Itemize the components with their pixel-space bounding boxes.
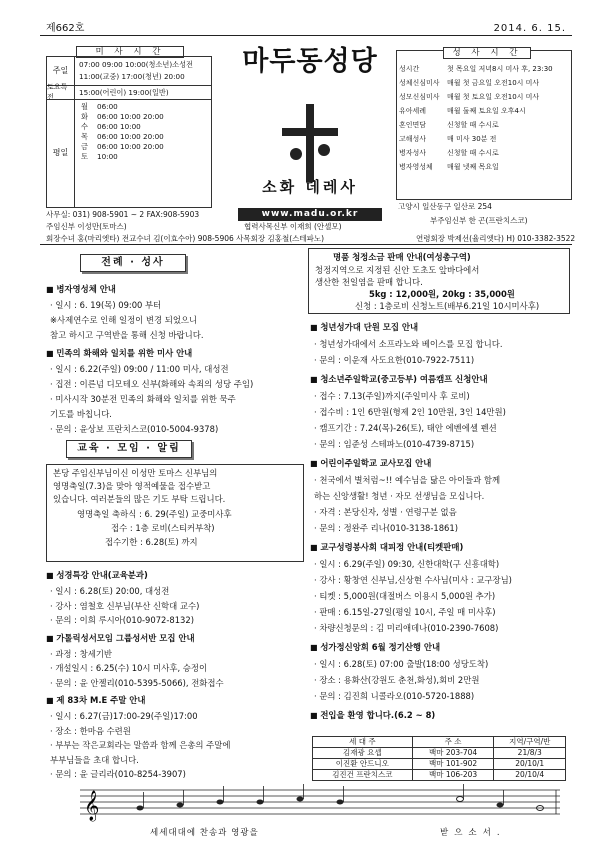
cooperating-priest: 협력사목신부 이재희 (안셀모) [244,222,342,231]
salt-sale-notice [308,248,570,314]
lyric-left: 세세대대에 찬송과 영광을 [150,828,259,838]
notice-line: 참고 하시고 구역반을 통해 신청 바랍니다. [50,330,204,340]
notice-line: · 문의 : 임준성 스테파노(010-4739-8715) [314,439,475,449]
jubilee-text: 있습니다. 여러분들의 많은 기도 부탁 드립니다. [53,494,226,504]
notice-heading: ■ 청소년주일학교(중고등부) 여름캠프 신청안내 [310,374,488,385]
notice-line: · 티켓 : 5,000원(대절버스 이용시 5,000원 추가) [314,591,496,601]
notice-line: · 일시 : 6.29(주일) 09:30, 신한대학(구 신흥대학) [314,559,500,569]
music-staff-icon [80,782,560,826]
notice-line: 기도를 바칩니다. [50,409,112,419]
sacrament-name: 혼인면담 [399,121,427,129]
mass-times-box [46,56,212,208]
notice-line: ※사제연수로 인해 일정이 변경 되었으니 [50,315,198,325]
notice-line: · 일시 : 6. 19(목) 09:00 부터 [50,300,162,310]
notice-line: · 강사 : 염철호 신부님(부산 신학대 교수) [50,600,200,611]
jubilee-reception: 접수 : 1층 로비(스티커부착) [111,523,215,533]
sacrament-time: 매 미사 30분 전 [447,135,497,143]
sacrament-name: 유아세례 [399,107,427,115]
sacrament-name: 성체신심미사 [399,79,440,87]
notice-line: · 판매 : 6.15일-27일(평일 10시, 주일 매 미사후) [314,607,496,617]
notice-heading: ■ 병자영성체 안내 [46,284,116,295]
sat-eve-row [47,85,211,99]
associate-pastor: 부주임신부 한 곤(프란치스코) [430,216,528,225]
weekday-fri-times: 06:00 10:00 20:00 [97,142,164,151]
jubilee-celebration: 영명축일 축하식 : 6. 29(주일) 교중미사후 [77,509,232,519]
header-bar [40,22,572,36]
table-row [313,759,566,770]
notice-line: · 캠프기간 : 7.24(목)-26(토), 태안 에벤에셀 펜션 [314,423,497,433]
notice-line: · 집전 : 이른넘 디모테오 신부(화해와 속죄의 성당 주임) [50,379,254,389]
cell: 이진환 안드니오 [313,759,413,770]
notice-line: · 천국에서 별처럼~!! 예수님을 닮은 아이들과 함께 [314,475,501,485]
col-address: 주 소 [412,737,494,748]
salt-text: 청정지역으로 지정된 신안 도초도 앞바다에서 [315,265,480,275]
table-row [313,770,566,781]
sacrament-name: 성모신심미사 [399,93,440,101]
weekday-fri: 금 [81,142,88,151]
notice-heading: ■ 청년성가대 단원 모집 안내 [310,322,418,333]
issue-number: 제662호 [46,23,85,34]
jubilee-text: 영명축일(7.3)을 맞아 영적예물을 접수받고 [53,481,211,491]
jubilee-notice [46,464,304,562]
weekday-sat: 토 [81,152,88,161]
sacrament-row [397,149,573,162]
svg-text:𝄞: 𝄞 [84,791,100,821]
cell: 백마 203-704 [412,748,494,759]
notice-line: 하는 신앙생활! 청년 · 자모 선생님을 모십니다. [314,491,485,501]
notice-line: · 문의 : 윤상보 프란치스코(010-5004-9378) [50,424,219,434]
col-household: 세 대 주 [313,737,413,748]
notice-heading: ■ 성가정신앙회 6월 정기산행 안내 [310,642,440,653]
sacrament-time: 매월 첫 금요일 오전10시 미사 [447,79,540,87]
sacrament-name: 고해성사 [399,135,427,143]
notice-line: · 부부는 작은교회라는 말씀과 함께 은총의 주말에 [50,740,231,750]
notice-heading: ■ 제 83차 M.E 주말 안내 [46,695,145,706]
sacrament-row [397,65,573,78]
col-district: 지역/구역/반 [494,737,566,748]
sacrament-name: 병자성사 [399,149,427,157]
sacrament-row [397,93,573,106]
weekday-mon-times: 06:00 [97,102,118,111]
website-url[interactable]: www.madu.or.kr [238,208,382,221]
notice-heading: ■ 전입을 환영 합니다.(6.2 ~ 8) [310,710,435,721]
weekday-label: 평일 [47,100,75,207]
sacrament-time: 신청할 때 수시로 [447,121,499,129]
notice-line: · 장소 : 한마음 수련원 [50,725,131,736]
notice-heading: ■ 성경특강 안내(교육분과) [46,570,148,581]
cell: 20/10/4 [494,770,566,781]
sacrament-time: 신청할 때 수시로 [447,149,499,157]
cell: 백마 101-902 [412,759,494,770]
weekday-thu-times: 06:00 10:00 20:00 [97,132,164,141]
weekday-row [47,99,211,207]
weekday-mon: 월 [81,102,88,111]
parish-logo [230,44,390,224]
notice-line: · 문의 : 윤 안젤리(010-5395-5066), 전화접수 [50,677,224,688]
weekday-wed: 수 [81,122,88,131]
council-contacts: 회장수녀 홍(마리엣타) 전교수녀 김(이효수아) 908-5906 사목회장 김홍철(스테파노) [46,234,325,243]
sacrament-time: 첫 목요일 저녁8시 미사 후, 23:30 [447,65,553,73]
sacrament-row [397,163,573,176]
notice-heading: ■ 교구성령봉사회 대피정 안내(티켓판매) [310,542,463,553]
sacrament-name: 병자영성체 [399,163,433,171]
weekday-sat-times: 10:00 [97,152,118,161]
notice-heading: ■ 가톨릭성서모임 그룹성서반 모집 안내 [46,633,195,644]
notice-line: · 미사시작 30분전 민족의 화해와 일치를 위한 묵주 [50,394,236,404]
table-row [313,748,566,759]
pastor: 주임신부 이성만(토마스) [46,222,127,231]
salt-apply: 신청 : 1층로비 신청노트(배부6.21일 10시미사후) [355,301,540,311]
parish-title: 마두동성당 [242,46,378,77]
parish-address: 고양시 일산동구 일산로 254 [398,202,492,211]
notice-line: · 문의 : 윤 글리라(010-8254-3907) [50,769,186,779]
jubilee-deadline: 접수기한 : 6.28(토) 까지 [105,537,198,547]
cell: 21/8/3 [494,748,566,759]
cross-icon [280,104,340,184]
sunday-times-2: 11:00(교중) 17:00(청년) 20:00 [79,72,185,81]
patron-saint: 소화 데레사 [262,178,358,196]
notice-line: · 문의 : 정완주 리나(010-3138-1861) [314,523,458,533]
notice-line: · 접수 : 7.13(주일)까지(주일미사 후 로비) [314,391,470,401]
hymn-staff [80,782,560,842]
sunday-row [47,57,211,85]
notice-line: · 문의 : 이운재 사도요한(010-7922-7511) [314,355,475,365]
sacraments-box [396,50,572,200]
salt-title: 명품 청정소금 판매 안내(여성총구역) [333,252,471,262]
sat-eve-times: 15:00(어린이) 19:00(일반) [79,88,169,97]
sacrament-row [397,79,573,92]
notice-heading: ■ 민족의 화해와 일치를 위한 미사 안내 [46,348,192,359]
notice-line: · 개설일시 : 6.25(수) 10시 미사후, 승정이 [50,663,208,673]
office-contact: 사무실: 031) 908-5901 ~ 2 FAX:908-5903 [46,210,200,219]
notice-line: · 문의 : 김진희 니콜라오(010-5720-1888) [314,691,475,701]
issue-date: 2014. 6. 15. [493,23,566,34]
weekday-thu: 목 [81,132,88,141]
notice-line: 부부님들을 초대 합니다. [50,754,139,765]
funeral-contact: 연령회장 박제선(율리엣다) H) 010-3382-3522 [416,234,576,243]
sacrament-name: 성시간 [399,65,420,73]
bulletin-page [40,22,576,838]
cell: 김진건 프란치스코 [313,770,413,781]
notice-line: · 접수비 : 1인 6만원(형제 2인 10만원, 3인 14만원) [314,407,506,417]
notice-line: · 일시 : 6.28(토) 07:00 출발(18:00 성당도착) [314,659,489,669]
notice-line: · 문의 : 이희 루시아(010-9072-8132) [50,615,194,625]
sat-eve-label: 토요특전 [47,86,75,99]
sacrament-time: 매월 둘째 토요일 오후4시 [447,107,526,115]
header-divider [40,244,572,245]
sacrament-time: 매월 첫 토요일 오전10시 미사 [447,93,540,101]
lyric-right: 받으소서. [440,828,506,838]
notice-line: · 일시 : 6.28(토) 20:00, 대성전 [50,586,170,596]
notice-line: · 일시 : 6.27(금)17:00-29(주일)17:00 [50,711,198,721]
notice-line: · 과정 : 창세기반 [50,648,113,659]
sacraments-title: 성 사 시 간 [443,47,531,59]
sunday-times-1: 07:00 09:00 10:00(청소년)소성전 [79,60,193,69]
sacrament-row [397,107,573,120]
weekday-wed-times: 06:00 10:00 [97,122,141,131]
notice-heading: ■ 어린이주일학교 교사모집 안내 [310,458,431,469]
new-parishioners-table [312,736,566,781]
mass-times-title: 미 사 시 간 [76,46,184,58]
cell: 김재광 요셉 [313,748,413,759]
liturgy-banner: 전례 · 성사 [80,254,186,272]
sacrament-row [397,135,573,148]
education-banner: 교육 · 모임 · 알림 [66,440,192,458]
weekday-tue-times: 06:00 10:00 20:00 [97,112,164,121]
notice-line: · 장소 : 용화산(강원도 춘천,화성),회비 2만원 [314,675,480,685]
salt-price: 5kg : 12,000원, 20kg : 35,000원 [369,289,515,299]
notice-line: · 청년성가대에서 소프라노와 베이스를 모집 합니다. [314,339,503,349]
sacrament-time: 매월 넷째 목요일 [447,163,499,171]
sunday-label: 주일 [47,57,75,85]
sacrament-row [397,121,573,134]
cell: 백마 106-203 [412,770,494,781]
jubilee-text: 본당 주임신부님이신 이성만 토마스 신부님의 [53,468,218,478]
salt-text: 생산한 천일염을 판매 합니다. [315,277,423,287]
notice-line: · 일시 : 6.22(주일) 09:00 / 11:00 미사, 대성전 [50,364,229,374]
table-header-row [313,737,566,748]
notice-line: · 강사 : 황창연 신부님,신상현 수사님(미사 : 교구장님) [314,575,512,585]
weekday-tue: 화 [81,112,88,121]
cell: 20/10/1 [494,759,566,770]
notice-line: · 자격 : 본당신자, 성별 · 연령구분 없음 [314,507,457,517]
notice-line: · 차량신청문의 : 김 미리애데나(010-2390-7608) [314,623,499,633]
